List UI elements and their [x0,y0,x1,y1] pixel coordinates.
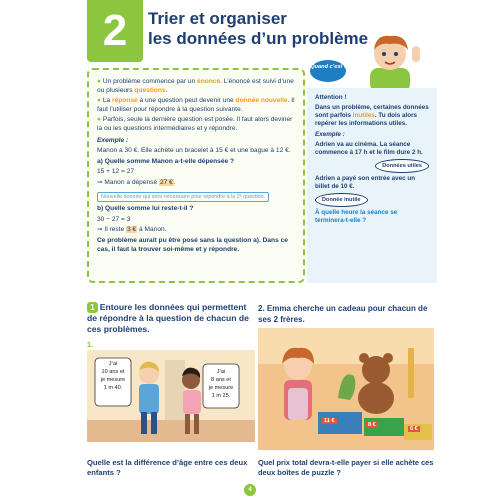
exercise-1-instruction: 1 Entoure les données qui permettent de répondre à la question de chacun de ces problèmes. [87,302,249,334]
right-question: À quelle heure la séance se terminera-t-elle ? [315,209,398,224]
title-line-2: les données d’un problème [148,29,369,48]
title-line-1: Trier et organiser [148,9,287,28]
page-number: 4 [244,484,256,496]
paragraph-2: ● La réponse à une question peut devenir une donnée nouvelle. Il faut l’utiliser pour répondre à la question suivante. [97,97,295,113]
useful-data-label: Données utiles [375,159,429,173]
attention-text: Dans un problème, certaines données sont parfois inutiles. Tu dois alors repérer les informations utiles. [315,104,429,127]
price-tag-1: 11 € [324,418,335,424]
exercise-2-question: Quel prix total devra-t-elle payer si elle achète ces deux boîtes de puzzle ? [258,458,434,477]
price-tag-3: 6 € [410,426,418,432]
answer-b: ➞ Il reste 3 € à Manon. [97,226,167,234]
exercise-number: 1 [87,302,98,313]
exercise-2-instruction: 2. Emma cherche un cadeau pour chacun de ses 2 frères. [258,304,428,324]
exercise-1-sub: 1. [87,340,94,349]
example-title: Exemple : [97,136,129,144]
exercise-1-question: Quelle est la différence d’âge entre ces deux enfants ? [87,458,248,477]
lesson-box [87,68,305,283]
paragraph-1: ● Un problème commence par un énoncé. L’énoncé est suivi d’une ou plusieurs questions. [97,78,294,94]
right-example-title: Exemple : [315,131,345,138]
right-example-text: Adrien va au cinéma. La séance commence à 17 h et le film dure 2 h. [315,141,423,156]
speech-bubble: Quand c’est ! [310,60,346,82]
example-text: Manon a 30 €. Elle achète un bracelet à 15 € et une bague à 12 €. [97,147,291,155]
paragraph-3: ● Parfois, seule la dernière question est posée. Il faut alors deviner la ou les questions intermédiaires et y répondre. [97,116,293,132]
price-tag-2: 8 € [368,422,376,428]
answer-a: ➞ Manon a dépensé 27 €. [97,178,176,186]
note-box: Nouvelle donnée qui sera nécessaire pour répondre à la 2ᵉ question. [97,192,269,203]
page-title [148,9,378,49]
bullet-icon: ● [97,116,103,124]
bubble-left-text: J’ai 10 ans et je mesure 1 m 40. [100,361,126,391]
bullet-icon: ● [97,78,103,85]
conclusion: Ce problème aurait pu être posé sans la question a). Dans ce cas, il faut la trouver soi-même et y répondre. [97,236,288,253]
question-b: b) Quelle somme lui reste-t-il ? [97,205,194,213]
calc-a: 15 + 12 = 27 [97,168,135,176]
boy-illustration [352,28,432,92]
bubble-right-text: J’ai 8 ans et je mesure 1 m 25. [208,369,234,399]
right-text-2: Adrien a payé son entrée avec un billet de 10 €. [315,175,416,190]
attention-panel [307,88,437,283]
calc-b: 30 − 27 = 3 [97,215,131,223]
bullet-icon: ● [97,97,103,105]
useless-data-label: Donnée inutile [315,193,368,207]
lesson-number: 2 [87,0,143,62]
attention-title: Attention ! [315,94,347,101]
question-a: a) Quelle somme Manon a-t-elle dépensée ? [97,157,235,165]
